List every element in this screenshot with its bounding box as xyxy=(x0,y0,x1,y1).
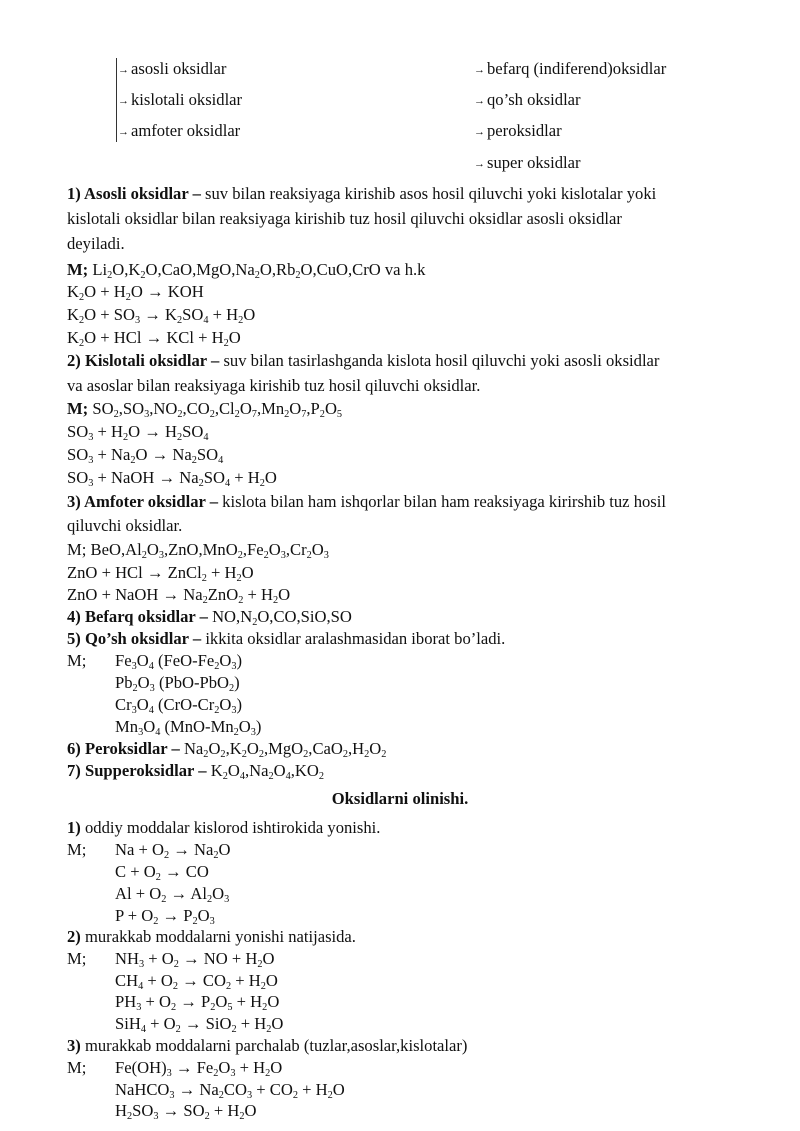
arrow-icon: → xyxy=(474,64,485,76)
section-heading: Oksidlarni olinishi. xyxy=(331,789,469,808)
tree-item-peroksid: → peroksidlar xyxy=(474,121,562,140)
section-4-title: 4) Befarq oksidlar – xyxy=(67,607,208,626)
section-7-line: 7) Supperoksidlar – $K_2O_4,Na_2O_4,KO_2$ xyxy=(67,761,324,782)
section-2-line-1: 2) Kislotali oksidlar – suv bilan tasirlashganda kislota hosil qiluvchi yoki asosli oksidlar xyxy=(67,351,660,370)
example: $Cr_3O_4$ $(CrO-Cr_2O_3)$ xyxy=(115,695,243,716)
method-1-ex-label: M; xyxy=(67,840,87,859)
reaction: $K_2O + SO_3 \to K_2SO_4 + H_2O$ xyxy=(67,305,256,326)
reaction: $Na + O_2 \to Na_2O$ xyxy=(115,840,231,861)
method-3-ex-label: M; xyxy=(67,1058,87,1077)
arrow-icon: → xyxy=(118,126,129,138)
reaction: $SO_3 + H_2O \to H_2SO_4$ xyxy=(67,422,209,443)
reaction: $Fe(OH)_3 \to Fe_2O_3 + H_2O$ xyxy=(115,1058,283,1079)
section-3-examples: M; $BeO,Al_2O_3,ZnO,MnO_2,Fe_2O_3,Cr_2O_3$ xyxy=(67,540,329,561)
arrow-icon: → xyxy=(474,126,485,138)
section-1-examples: M; $Li_2O,K_2O,CaO,MgO,Na_2O,Rb_2O,CuO,CrO$ va h.k xyxy=(67,260,426,281)
section-3-line-1: 3) Amfoter oksidlar – kislota bilan ham ishqorlar bilan ham reaksiyaga kirirshib tuz hosil xyxy=(67,492,666,511)
section-3-line-2: qiluvchi oksidlar. xyxy=(67,516,183,535)
tree-item-qosh: → qo’sh oksidlar xyxy=(474,90,581,109)
reaction: $SiH_4 + O_2 \to SiO_2 + H_2O$ xyxy=(115,1014,284,1035)
section-1-line-3: deyiladi. xyxy=(67,234,125,253)
example: $Fe_3O_4$ $(FeO-Fe_2O_3)$ xyxy=(115,651,243,672)
section-6-line: 6) Peroksidlar – $Na_2O_2,K_2O_2,MgO_2,CaO_2,H_2O_2$ xyxy=(67,739,387,760)
example: $Mn_3O_4$ $(MnO-Mn_2O_3)$ xyxy=(115,717,262,738)
arrow-icon: → xyxy=(474,158,485,170)
tree-item-super: → super oksidlar xyxy=(474,153,581,172)
arrow-icon: → xyxy=(474,95,485,107)
section-4-line: 4) Befarq oksidlar – $NO,N_2O,CO,SiO,SO$ xyxy=(67,607,352,628)
arrow-icon: → xyxy=(118,95,129,107)
reaction: $PH_3 + O_2 \to P_2O_5 + H_2O$ xyxy=(115,992,280,1013)
reaction: $C + O_2$ → CO xyxy=(115,862,209,883)
reaction: $SO_3 + Na_2O \to Na_2SO_4$ xyxy=(67,445,224,466)
reaction: $NH_3 + O_2$ → NO + $H_2O$ xyxy=(115,949,275,970)
method-2-ex-label: M; xyxy=(67,949,87,968)
section-1-title: 1) Asosli oksidlar – xyxy=(67,184,201,203)
reaction: $P + O_2 \to P_2O_3$ xyxy=(115,906,215,927)
reaction: ZnO + NaOH → $Na_2ZnO_2 + H_2O$ xyxy=(67,585,291,606)
reaction: $CH_4 + O_2 \to CO_2 + H_2O$ xyxy=(115,971,278,992)
section-5-ex-label: M; xyxy=(67,651,87,670)
section-2-examples: M; $SO_2,SO_3,NO_2,CO_2,Cl_2O_7,Mn_2O_7,P_2O_5$ xyxy=(67,399,343,420)
method-1-line: 1) oddiy moddalar kislorod ishtirokida yonishi. xyxy=(67,818,381,837)
section-2-title: 2) Kislotali oksidlar – xyxy=(67,351,220,370)
reaction: $H_2SO_3 \to SO_2 + H_2O$ xyxy=(115,1101,257,1122)
reaction: $K_2O$ + HCl → KCl + $H_2O$ xyxy=(67,328,241,349)
section-3-title: 3) Amfoter oksidlar – xyxy=(67,492,219,511)
tree-item-befarq: → befarq (indiferend)oksidlar xyxy=(474,59,667,78)
tree-item-asosli: → asosli oksidlar xyxy=(118,59,227,78)
section-1-line-2: kislotali oksidlar bilan reaksiyaga kirishib tuz hosil qiluvchi oksidlar asosli oksidlar xyxy=(67,209,622,228)
section-7-title: 7) Supperoksidlar – xyxy=(67,761,207,780)
reaction: ZnO + HCl → ZnCl$_2$ + $H_2O$ xyxy=(67,563,254,584)
tree-item-kislotali: → kislotali oksidlar xyxy=(118,90,243,109)
method-3-line: 3) murakkab moddalarni parchalab (tuzlar,asoslar,kislotalar) xyxy=(67,1036,468,1055)
reaction: $Al + O_2 \to Al_2O_3$ xyxy=(115,884,230,905)
section-1-line-1: 1) Asosli oksidlar – suv bilan reaksiyaga kirishib asos hosil qiluvchi yoki kislotalar yoki xyxy=(67,184,657,203)
section-5-line: 5) Qo’sh oksidlar – ikkita oksidlar aralashmasidan iborat bo’ladi. xyxy=(67,629,506,648)
reaction: NaHCO$_3$ → $Na_2CO_3 + CO_2 + H_2O$ xyxy=(115,1080,345,1101)
arrow-icon: → xyxy=(118,64,129,76)
reaction: $SO_3$ + NaOH → $Na_2SO_4 + H_2O$ xyxy=(67,468,277,489)
example: $Pb_2O_3$ (PbO-PbO$_2$) xyxy=(115,673,240,694)
tree-item-amfoter: → amfoter oksidlar xyxy=(118,121,241,140)
method-2-line: 2) murakkab moddalarni yonishi natijasida. xyxy=(67,927,356,946)
section-5-title: 5) Qo’sh oksidlar – xyxy=(67,629,202,648)
section-6-title: 6) Peroksidlar – xyxy=(67,739,180,758)
reaction: $K_2O + H_2O$ → KOH xyxy=(67,282,204,303)
section-2-line-2: va asoslar bilan reaksiyaga kirishib tuz hosil qiluvchi oksidlar. xyxy=(67,376,481,395)
